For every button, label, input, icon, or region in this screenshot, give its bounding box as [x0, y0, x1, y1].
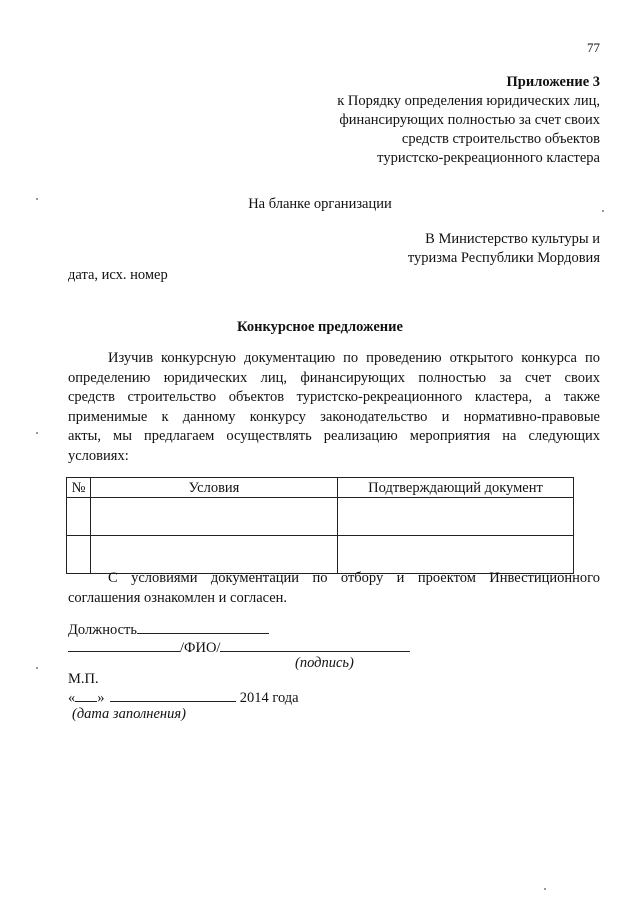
- table-row: [67, 498, 574, 536]
- body-line: Изучив конкурсную документацию по проведению открытого конкурса по: [108, 350, 600, 366]
- month-field[interactable]: [110, 687, 236, 702]
- appendix-line: финансирующих полностью за счет своих: [339, 112, 600, 128]
- letterhead-note: На бланке организации: [248, 196, 392, 212]
- appendix-line: туристско-рекреационного кластера: [377, 150, 600, 166]
- appendix-line: средств строительство объектов: [401, 131, 600, 147]
- appendix-title: Приложение 3: [506, 74, 600, 90]
- scan-speck: [36, 432, 38, 434]
- table-cell[interactable]: [67, 498, 91, 536]
- fio-row: [68, 637, 410, 658]
- date-caption: (дата заполнения): [72, 706, 186, 722]
- fio-signature-field[interactable]: [68, 637, 180, 652]
- table-row: [67, 536, 574, 574]
- body-line: применимые к данному конкурсу законодательство и нормативно-правовые: [68, 408, 600, 425]
- open-quote: «: [68, 690, 76, 706]
- close-quote: »: [97, 690, 105, 706]
- position-field[interactable]: [137, 619, 269, 634]
- conditions-table: [66, 477, 574, 574]
- scan-speck: [544, 888, 546, 890]
- header-supporting-document: Подтверждающий документ: [338, 478, 574, 498]
- fio-label: /ФИО/: [180, 640, 221, 656]
- appendix-line: к Порядку определения юридических лиц,: [337, 93, 600, 109]
- body-line: акты, мы предлагаем осуществлять реализацию мероприятия на следующих: [68, 428, 600, 444]
- table-cell[interactable]: [338, 536, 574, 574]
- table-header-row: [67, 478, 574, 498]
- scan-speck: [602, 210, 604, 212]
- year-text: 2014 года: [239, 690, 299, 706]
- agreement-line: соглашения ознакомлен и согласен.: [68, 589, 288, 606]
- page-number: 77: [587, 40, 600, 55]
- signature-caption: (подпись): [295, 655, 354, 671]
- table-cell[interactable]: [67, 536, 91, 574]
- fio-name-field[interactable]: [220, 637, 410, 652]
- addressee-block: [340, 230, 600, 268]
- body-line: определению юридических лиц, финансирующих полностью за счет своих: [68, 369, 600, 386]
- document-title: Конкурсное предложение: [237, 319, 403, 335]
- body-line: средств строительство объектов туристско-рекреационного кластера, а также: [68, 389, 600, 405]
- addressee-line: В Министерство культуры и: [425, 231, 600, 247]
- date-reference: дата, исх. номер: [68, 267, 168, 283]
- header-number: №: [67, 478, 91, 498]
- addressee-line: туризма Республики Мордовия: [407, 250, 600, 266]
- agreement-paragraph: [68, 569, 600, 608]
- day-field[interactable]: [75, 687, 97, 702]
- seal-label: М.П.: [68, 671, 99, 687]
- table-cell[interactable]: [91, 498, 338, 536]
- scan-speck: [36, 667, 38, 669]
- scan-speck: [36, 198, 38, 200]
- position-label: Должность: [68, 622, 137, 638]
- header-conditions: Условия: [91, 478, 338, 498]
- appendix-header: [280, 73, 600, 168]
- table-cell[interactable]: [338, 498, 574, 536]
- table-cell[interactable]: [91, 536, 338, 574]
- body-paragraph: [68, 349, 600, 466]
- agreement-line: С условиями документации по отбору и проектом Инвестиционного: [108, 570, 600, 586]
- body-line: условиях:: [68, 447, 129, 464]
